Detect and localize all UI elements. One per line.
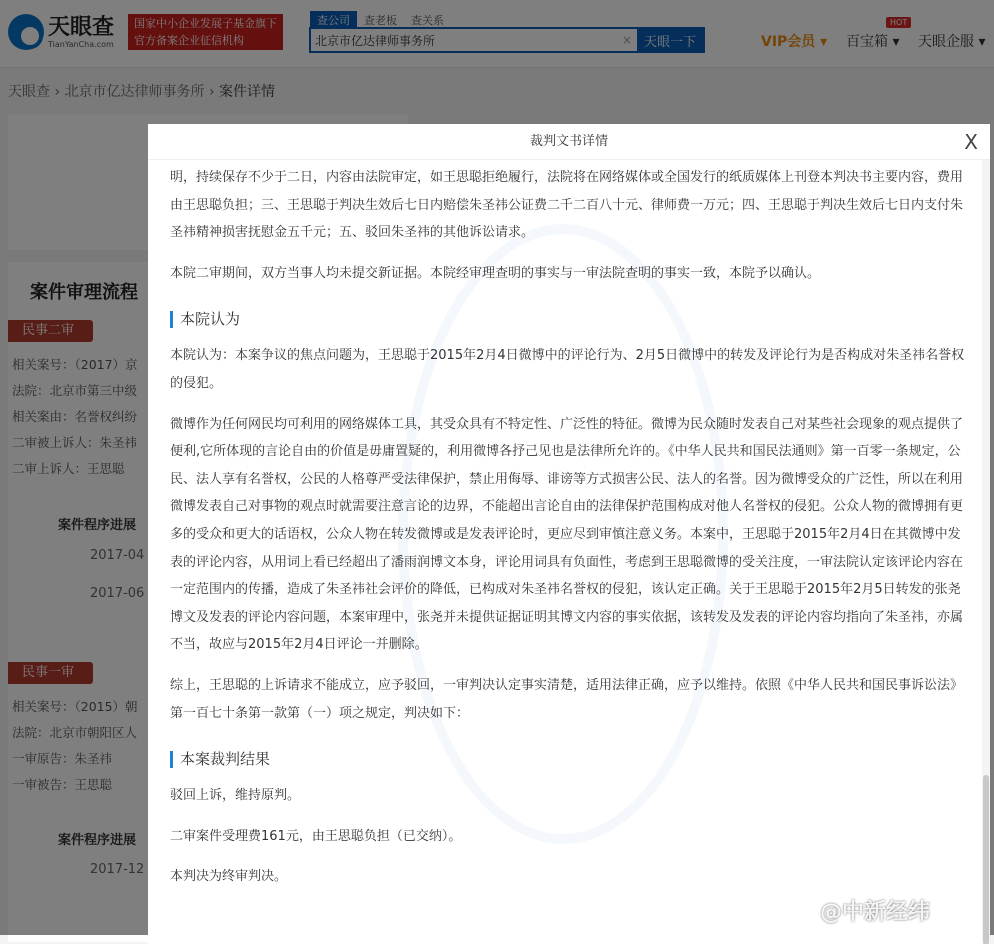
paragraph: 微博作为任何网民均可利用的网络媒体工具，其受众具有不特定性、广泛性的特征。微博为民众随时发表自己对某些社会现象的观点提供了便利,它所体现的言论自由的价值是毋庸置疑的，利用微博各抒己见也是法律所允许的。《中华人民共和国民法通则》第一百零一条规定，公民、法人享有名誉权，公民的人格尊严受法律保护，禁止用侮辱、诽谤等方式损害公民、法人的名誉。因为微博受众的广泛性，所以在利用微博发表自己对事物的观点时就需要注意言论的边界，不能超出言论自由的法律保护范围构成对他人名誉权的侵犯。公众人物的微博拥有更多的受众和更大的话语权，公众人物在转发微博或是发表评论时，更应尽到审慎注意义务。本案中，王思聪于2015年2月4日在其微博中发表的评论内容，从用词上看已经超出了潘雨润博文本身，评论用词具有负面性，考虑到王思聪微博的受关注度，一审法院认定该评论内容在一定范围内的传播，造成了朱圣祎社会评价的降低，已构成对朱圣祎名誉权的侵犯，该认定正确。关于王思聪于2015年2月5日转发的张尧博文及发表的评论内容问题，本案审理中，张尧并未提供证据证明其博文内容的事实依据，该转发及发表的评论内容均指向了朱圣祎，亦属不当，故应与2015年2月4日评论一并删除。 (170, 416, 964, 653)
section-heading: 本案裁判结果 (170, 751, 966, 768)
paragraph: 本判决为终审判决。 (170, 869, 288, 885)
judgment-body (170, 164, 966, 904)
paragraph: 本院二审期间，双方当事人均未提交新证据。本院经审理查明的事实与一审法院查明的事实一致，本院予以确认。 (170, 265, 821, 281)
paragraph: 综上，王思聪的上诉请求不能成立，应予驳回，一审判决认定事实清楚，适用法律正确，应予以维持。依照《中华人民共和国民事诉讼法》第一百七十条第一款第（一）项之规定，判决如下： (170, 677, 964, 721)
scrollbar-thumb[interactable] (983, 775, 989, 944)
modal-scrollbar[interactable] (982, 160, 990, 944)
paragraph: 本院认为：本案争议的焦点问题为，王思聪于2015年2月4日微博中的评论行为、2月5日微博中的转发及评论行为是否构成对朱圣祎名誉权的侵犯。 (170, 348, 965, 391)
close-icon[interactable]: X (964, 130, 978, 154)
paragraph: 二审案件受理费161元，由王思聪负担（已交纳）。 (170, 828, 462, 844)
weibo-watermark: @中新经纬 (820, 900, 931, 925)
paragraph: 驳回上诉，维持原判。 (170, 788, 301, 804)
modal-title: 裁判文书详情 (529, 134, 608, 149)
section-heading: 本院认为 (170, 311, 966, 328)
paragraph: 明，持续保存不少于二日，内容由法院审定，如王思聪拒绝履行，法院将在网络媒体或全国发行的纸质媒体上刊登本判决书主要内容，费用由王思聪负担；三、王思聪于判决生效后七日内赔偿朱圣祎公证费二千二百八十元、律师费一万元；四、王思聪于判决生效后七日内支付朱圣祎精神损害抚慰金五千元；五、驳回朱圣祎的其他诉讼请求。 (170, 170, 964, 241)
modal-header (148, 124, 990, 160)
judgment-modal (148, 124, 990, 944)
